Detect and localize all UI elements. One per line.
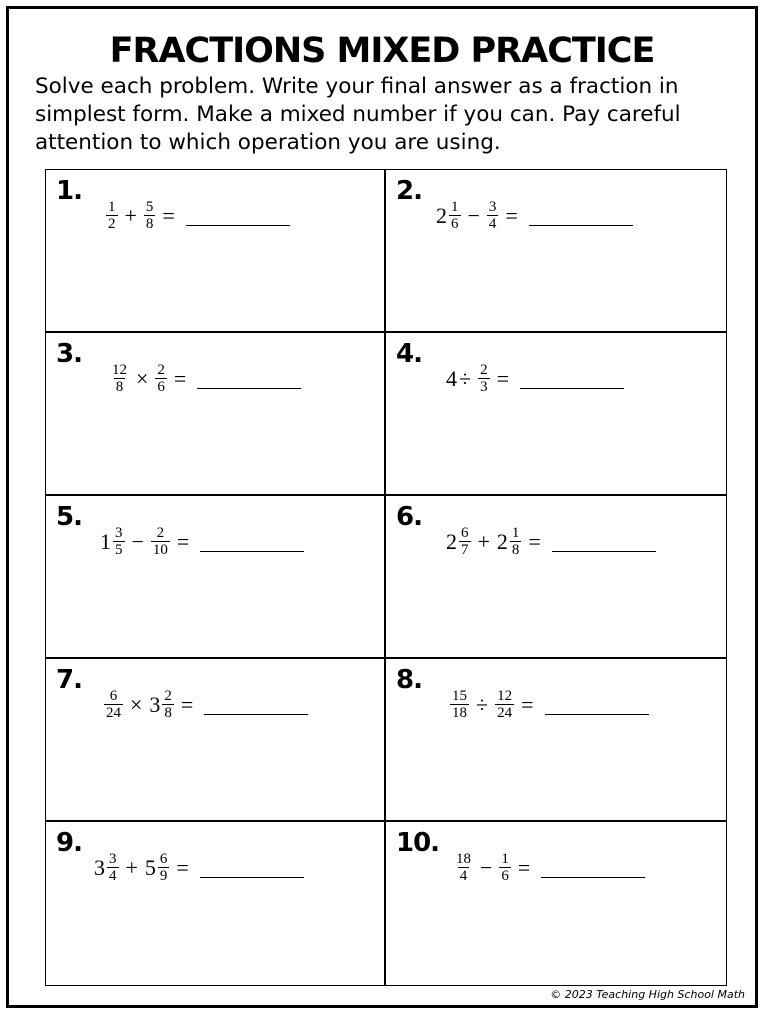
fraction — [158, 852, 170, 884]
problem-cell — [386, 659, 726, 822]
problem-number: 6. — [396, 502, 422, 532]
equals-sign: = — [517, 855, 531, 880]
numerator: 5 — [145, 199, 154, 215]
denominator: 5 — [115, 542, 123, 558]
denominator: 8 — [145, 216, 154, 232]
fraction — [459, 526, 471, 558]
problem-cell — [386, 170, 726, 333]
problem-number: 8. — [396, 665, 422, 695]
fraction — [449, 200, 461, 232]
denominator: 6 — [157, 379, 165, 395]
equals-sign: = — [505, 203, 518, 228]
numerator: 1 — [108, 199, 116, 215]
answer-blank[interactable] — [200, 859, 304, 878]
worksheet-page — [6, 6, 758, 1008]
fraction — [499, 852, 511, 884]
equals-sign: = — [173, 366, 187, 391]
whole-number: 3 — [149, 692, 161, 717]
numerator: 2 — [164, 688, 172, 704]
equals-sign: = — [162, 203, 175, 228]
problem-number: 2. — [396, 176, 422, 206]
equals-sign: = — [176, 855, 189, 880]
operator: + — [124, 203, 137, 228]
operator: × — [130, 692, 143, 717]
denominator: 7 — [461, 542, 469, 558]
problem-number: 7. — [56, 665, 82, 695]
answer-blank[interactable] — [186, 207, 290, 226]
operator: − — [480, 855, 493, 880]
numerator: 12 — [497, 688, 513, 704]
denominator: 4 — [109, 868, 117, 884]
denominator: 8 — [115, 379, 124, 395]
operator: ÷ — [459, 366, 472, 391]
equals-sign: = — [496, 366, 509, 391]
problem-number: 9. — [56, 828, 82, 858]
problem-expression — [450, 683, 649, 727]
numerator: 6 — [109, 688, 118, 704]
answer-blank[interactable] — [200, 533, 304, 552]
problem-number: 5. — [56, 502, 82, 532]
denominator: 3 — [480, 379, 488, 395]
denominator: 18 — [452, 705, 467, 721]
denominator: 8 — [164, 705, 172, 721]
operator: − — [131, 529, 144, 554]
problem-expression — [446, 357, 624, 401]
equals-sign: = — [521, 692, 534, 717]
fraction — [487, 200, 499, 232]
operator: + — [477, 529, 490, 554]
fraction — [510, 526, 522, 558]
problem-number: 1. — [56, 176, 82, 206]
problem-cell — [46, 496, 386, 659]
numerator: 3 — [109, 851, 117, 867]
copyright-notice: © 2023 Teaching High School Math — [550, 988, 745, 1001]
fraction — [155, 363, 167, 395]
operator: × — [136, 366, 149, 391]
denominator: 9 — [159, 868, 168, 884]
problem-cell — [46, 333, 386, 496]
whole-number: 2 — [446, 529, 457, 554]
fraction — [162, 689, 174, 721]
problem-cell — [46, 659, 386, 822]
whole-number: 2 — [496, 529, 508, 554]
equals-sign: = — [528, 529, 541, 554]
operator: ÷ — [476, 692, 489, 717]
operator: − — [467, 203, 480, 228]
fraction — [495, 689, 514, 721]
whole-number: 1 — [100, 529, 111, 554]
problem-cell — [386, 496, 726, 659]
problem-expression — [446, 520, 656, 564]
problem-expression — [100, 520, 304, 564]
denominator: 4 — [459, 868, 468, 884]
answer-blank[interactable] — [541, 859, 645, 878]
denominator: 4 — [488, 216, 497, 232]
equals-sign: = — [180, 692, 194, 717]
problem-cell — [46, 822, 386, 985]
denominator: 10 — [152, 542, 168, 558]
equals-sign: = — [176, 529, 190, 554]
problem-expression — [454, 846, 645, 890]
answer-blank[interactable] — [545, 696, 649, 715]
whole-number: 2 — [436, 203, 447, 228]
fraction — [151, 526, 170, 558]
problem-cell — [386, 822, 726, 985]
problem-expression — [94, 846, 304, 890]
operator: + — [125, 855, 138, 880]
numerator: 3 — [115, 525, 123, 541]
numerator: 2 — [156, 525, 165, 541]
problem-number: 4. — [396, 339, 422, 369]
problem-number: 10. — [396, 828, 440, 858]
denominator: 2 — [108, 216, 116, 232]
fraction — [104, 689, 123, 721]
fraction — [113, 526, 125, 558]
answer-blank[interactable] — [552, 533, 656, 552]
numerator: 12 — [112, 362, 127, 378]
answer-blank[interactable] — [197, 370, 301, 389]
problem-number: 3. — [56, 339, 82, 369]
problem-grid — [45, 169, 727, 986]
problem-cell — [46, 170, 386, 333]
problem-cell — [386, 333, 726, 496]
denominator: 6 — [451, 216, 459, 232]
answer-blank[interactable] — [529, 207, 633, 226]
fraction — [454, 852, 473, 884]
problem-expression — [110, 357, 301, 401]
numerator: 3 — [488, 199, 497, 215]
problem-expression — [436, 194, 633, 238]
whole-number: 5 — [144, 855, 156, 880]
denominator: 6 — [501, 868, 509, 884]
fraction — [478, 363, 490, 395]
numerator: 1 — [501, 851, 509, 867]
fraction — [110, 363, 129, 395]
denominator: 24 — [106, 705, 121, 721]
page-title: FRACTIONS MIXED PRACTICE — [109, 31, 655, 71]
answer-blank[interactable] — [204, 696, 308, 715]
fraction — [450, 689, 469, 721]
numerator: 2 — [157, 362, 165, 378]
numerator: 18 — [456, 851, 471, 867]
numerator: 1 — [451, 199, 459, 215]
fraction — [106, 200, 118, 232]
fraction — [144, 200, 156, 232]
fraction — [107, 852, 119, 884]
numerator: 2 — [480, 362, 488, 378]
denominator: 24 — [497, 705, 513, 721]
problem-expression — [106, 194, 290, 238]
denominator: 8 — [511, 542, 520, 558]
whole-number: 4 — [446, 366, 457, 391]
instructions: Solve each problem. Write your final answer as a fraction in simplest form. Make a mixed number if you can. Pay careful attention to which operation you are using. — [35, 74, 681, 155]
whole-number: 3 — [94, 855, 105, 880]
numerator: 15 — [452, 688, 467, 704]
answer-blank[interactable] — [520, 370, 624, 389]
numerator: 6 — [461, 525, 469, 541]
numerator: 1 — [511, 525, 520, 541]
problem-expression — [104, 683, 308, 727]
numerator: 6 — [159, 851, 168, 867]
